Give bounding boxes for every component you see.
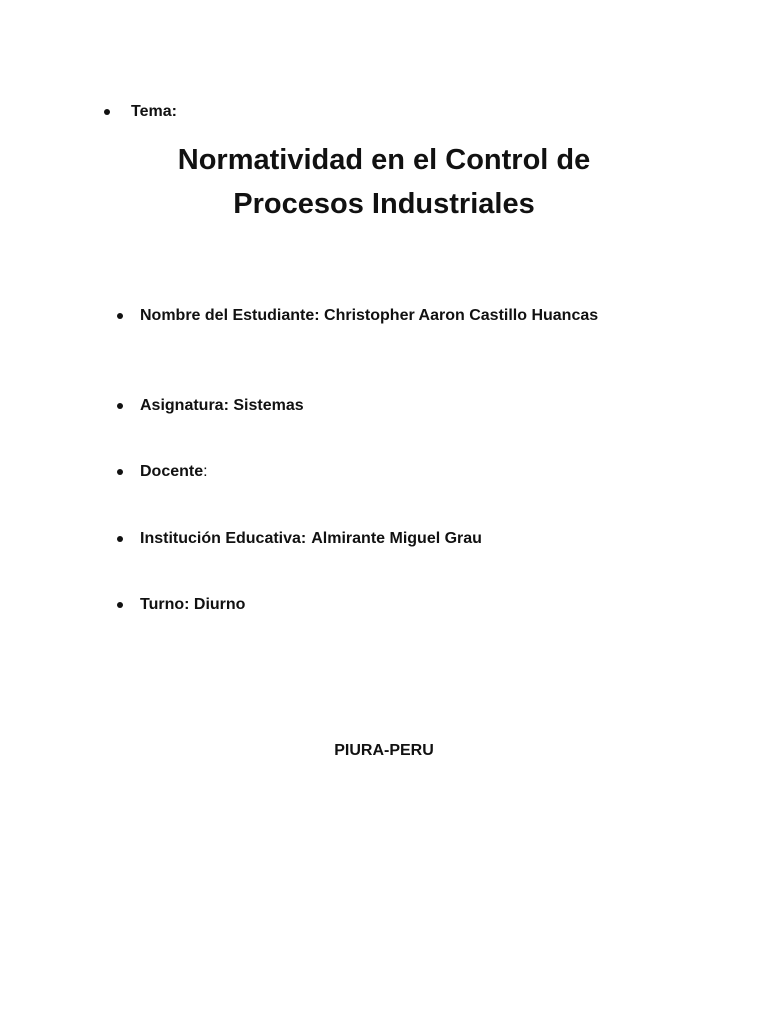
- title-line-2: Procesos Industriales: [233, 188, 535, 220]
- title-line-1: Normatividad en el Control de: [177, 144, 591, 176]
- tema-label: Tema:: [131, 103, 177, 120]
- teacher-label: Docente: [140, 463, 204, 480]
- tema-line: [104, 102, 177, 122]
- footer-location: PIURA-PERU: [334, 742, 434, 759]
- teacher-colon: :: [203, 463, 208, 480]
- institution-item: [117, 529, 482, 549]
- bullet-icon: [104, 109, 110, 115]
- document-title: [84, 138, 684, 226]
- subject-item: [117, 396, 304, 416]
- subject-text: Asignatura: Sistemas: [140, 397, 304, 414]
- student-name-text: Nombre del Estudiante: Christopher Aaron Castillo Huancas: [140, 307, 599, 324]
- shift-text: Turno: Diurno: [140, 596, 246, 613]
- bullet-icon: [117, 536, 123, 542]
- bullet-icon: [117, 602, 123, 608]
- institution-value: Almirante Miguel Grau: [311, 530, 482, 547]
- institution-label: Institución Educativa:: [140, 530, 307, 547]
- teacher-item: [117, 462, 208, 482]
- student-name-item: [117, 306, 598, 326]
- bullet-icon: [117, 313, 123, 319]
- bullet-icon: [117, 403, 123, 409]
- shift-item: [117, 595, 245, 615]
- bullet-icon: [117, 469, 123, 475]
